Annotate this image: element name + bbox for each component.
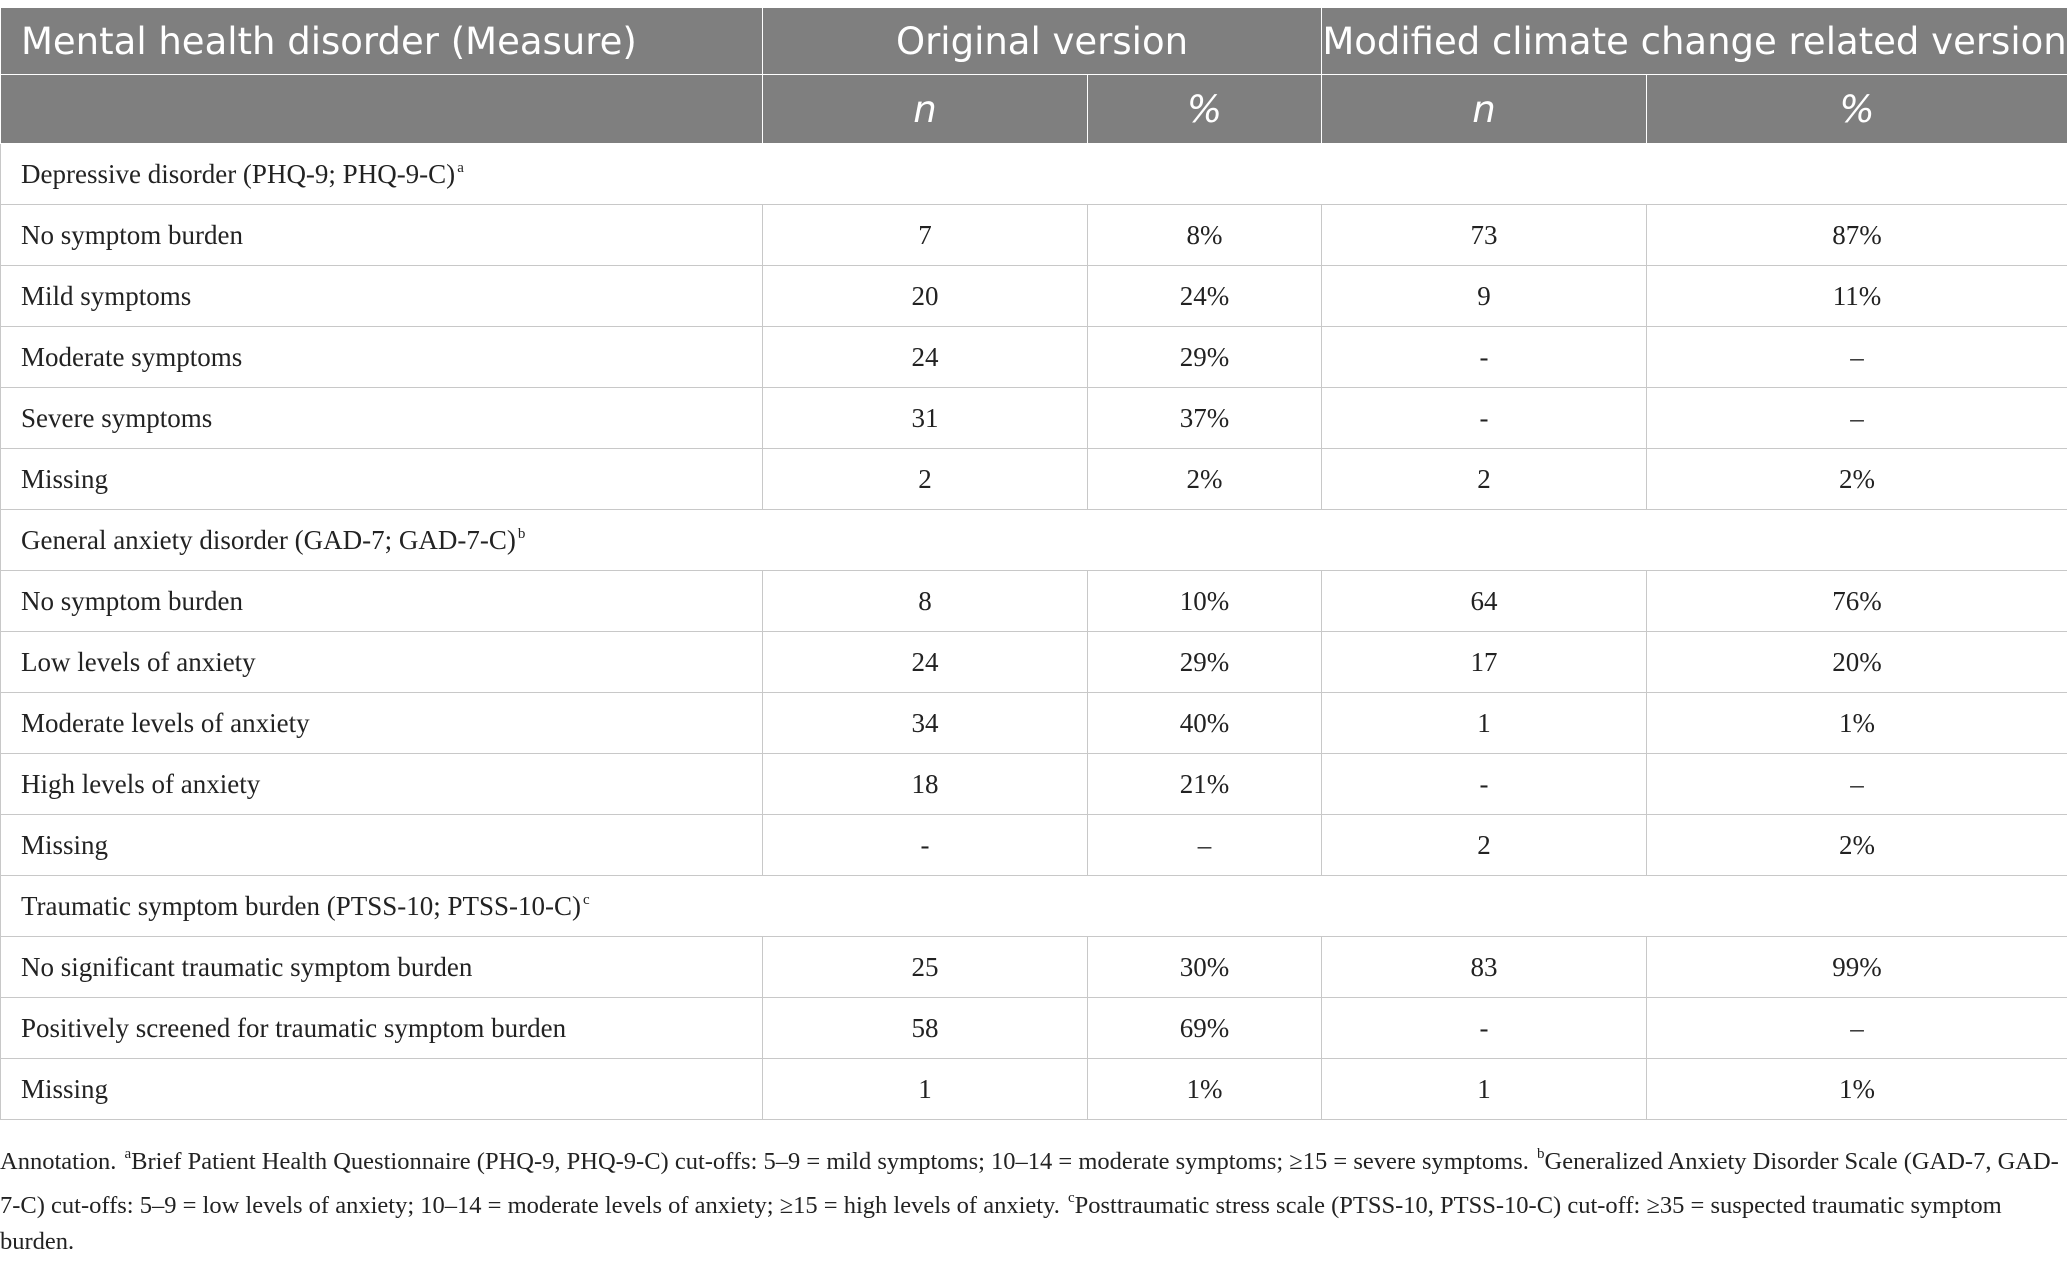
cell-n-original: 8	[763, 571, 1088, 632]
section-title: Traumatic symptom burden (PTSS-10; PTSS-10-C)	[21, 890, 582, 921]
section-row	[1, 876, 2067, 937]
footnote-c-text: Posttraumatic stress scale (PTSS-10, PTSS-10-C) cut-off: ≥35 = suspected traumatic symptom burden.	[0, 1192, 2002, 1255]
row-label: Mild symptoms	[1, 266, 763, 327]
cell-n-modified: 83	[1322, 937, 1647, 998]
section-footnote-marker: c	[583, 891, 590, 908]
table-row	[1, 693, 2067, 754]
results-table-container	[0, 8, 2067, 1120]
table-row	[1, 632, 2067, 693]
table-body	[1, 144, 2067, 1120]
cell-percent-modified: 2%	[1647, 815, 2067, 876]
cell-n-modified: 73	[1322, 205, 1647, 266]
cell-percent-modified: –	[1647, 327, 2067, 388]
cell-percent-original: 10%	[1088, 571, 1322, 632]
footnote-b-text: Generalized Anxiety Disorder Scale (GAD-7, GAD-7-C) cut-offs: 5–9 = low levels of anxiety; 10–14 = moderate levels of anxiety; ≥15 = high levels of anxiety.	[0, 1148, 2059, 1219]
cell-percent-modified: 20%	[1647, 632, 2067, 693]
header-row	[1, 8, 2067, 75]
table-row	[1, 388, 2067, 449]
row-label: Missing	[1, 449, 763, 510]
cell-n-modified: -	[1322, 754, 1647, 815]
row-label: Low levels of anxiety	[1, 632, 763, 693]
section-title: Depressive disorder (PHQ-9; PHQ-9-C)	[21, 158, 456, 189]
header-measure: Mental health disorder (Measure)	[1, 8, 763, 75]
cell-n-modified: -	[1322, 327, 1647, 388]
cell-percent-original: 29%	[1088, 327, 1322, 388]
cell-n-original: 31	[763, 388, 1088, 449]
row-label: No symptom burden	[1, 205, 763, 266]
subheader-n-original: n	[763, 75, 1088, 144]
subheader-percent-modified: %	[1647, 75, 2067, 144]
cell-percent-original: –	[1088, 815, 1322, 876]
cell-percent-modified: 2%	[1647, 449, 2067, 510]
footnote-marker-a: a	[124, 1146, 132, 1162]
table-row	[1, 327, 2067, 388]
cell-n-original: 24	[763, 632, 1088, 693]
footnote-a-text: Brief Patient Health Questionnaire (PHQ-9, PHQ-9-C) cut-offs: 5–9 = mild symptoms; 10–14 = moderate symptoms; ≥15 = severe symptoms.	[131, 1148, 1535, 1175]
table-row	[1, 571, 2067, 632]
cell-n-original: 34	[763, 693, 1088, 754]
cell-n-modified: -	[1322, 998, 1647, 1059]
section-title-cell	[1, 876, 2067, 937]
cell-n-original: 7	[763, 205, 1088, 266]
row-label: Missing	[1, 815, 763, 876]
cell-n-original: 2	[763, 449, 1088, 510]
section-title-cell	[1, 144, 2067, 205]
cell-percent-modified: 76%	[1647, 571, 2067, 632]
table-row	[1, 815, 2067, 876]
row-label: Severe symptoms	[1, 388, 763, 449]
section-footnote-marker: b	[517, 525, 526, 542]
table-row	[1, 1059, 2067, 1120]
table-header	[1, 8, 2067, 144]
footnote-marker-c: c	[1067, 1190, 1075, 1206]
table-row	[1, 266, 2067, 327]
table-row	[1, 754, 2067, 815]
cell-n-original: 20	[763, 266, 1088, 327]
subheader-percent-original: %	[1088, 75, 1322, 144]
section-title: General anxiety disorder (GAD-7; GAD-7-C)	[21, 524, 516, 555]
annotation-text	[0, 1136, 2060, 1260]
subheader-n-modified: n	[1322, 75, 1647, 144]
section-title-cell	[1, 510, 2067, 571]
annotation-prefix: Annotation.	[0, 1148, 123, 1175]
table-row	[1, 205, 2067, 266]
cell-n-modified: 64	[1322, 571, 1647, 632]
cell-n-modified: 2	[1322, 815, 1647, 876]
cell-percent-modified: 87%	[1647, 205, 2067, 266]
table-row	[1, 998, 2067, 1059]
results-table	[0, 8, 2067, 1120]
section-row	[1, 144, 2067, 205]
cell-n-modified: 1	[1322, 1059, 1647, 1120]
row-label: No significant traumatic symptom burden	[1, 937, 763, 998]
row-label: High levels of anxiety	[1, 754, 763, 815]
section-footnote-marker: a	[457, 159, 464, 176]
row-label: No symptom burden	[1, 571, 763, 632]
cell-percent-original: 21%	[1088, 754, 1322, 815]
cell-n-original: -	[763, 815, 1088, 876]
cell-percent-modified: 99%	[1647, 937, 2067, 998]
table-row	[1, 937, 2067, 998]
cell-n-modified: 2	[1322, 449, 1647, 510]
cell-percent-original: 40%	[1088, 693, 1322, 754]
cell-percent-modified: –	[1647, 998, 2067, 1059]
header-modified-version: Modified climate change related version	[1322, 8, 2067, 75]
cell-n-original: 24	[763, 327, 1088, 388]
cell-n-original: 18	[763, 754, 1088, 815]
section-row	[1, 510, 2067, 571]
cell-percent-original: 24%	[1088, 266, 1322, 327]
cell-n-original: 1	[763, 1059, 1088, 1120]
cell-percent-original: 30%	[1088, 937, 1322, 998]
row-label: Positively screened for traumatic symptom burden	[1, 998, 763, 1059]
cell-percent-original: 1%	[1088, 1059, 1322, 1120]
cell-percent-modified: –	[1647, 754, 2067, 815]
cell-percent-original: 69%	[1088, 998, 1322, 1059]
cell-n-original: 58	[763, 998, 1088, 1059]
cell-n-original: 25	[763, 937, 1088, 998]
cell-n-modified: 1	[1322, 693, 1647, 754]
header-original-version: Original version	[763, 8, 1322, 75]
table-annotation	[0, 1136, 2060, 1260]
cell-n-modified: 17	[1322, 632, 1647, 693]
row-label: Moderate levels of anxiety	[1, 693, 763, 754]
cell-percent-original: 37%	[1088, 388, 1322, 449]
row-label: Missing	[1, 1059, 763, 1120]
footnote-marker-b: b	[1537, 1146, 1545, 1162]
cell-percent-modified: 11%	[1647, 266, 2067, 327]
cell-percent-modified: 1%	[1647, 693, 2067, 754]
cell-percent-original: 29%	[1088, 632, 1322, 693]
cell-n-modified: 9	[1322, 266, 1647, 327]
cell-percent-original: 2%	[1088, 449, 1322, 510]
row-label: Moderate symptoms	[1, 327, 763, 388]
cell-percent-modified: 1%	[1647, 1059, 2067, 1120]
subheader-row	[1, 75, 2067, 144]
subheader-empty	[1, 75, 763, 144]
cell-n-modified: -	[1322, 388, 1647, 449]
cell-percent-modified: –	[1647, 388, 2067, 449]
table-row	[1, 449, 2067, 510]
cell-percent-original: 8%	[1088, 205, 1322, 266]
